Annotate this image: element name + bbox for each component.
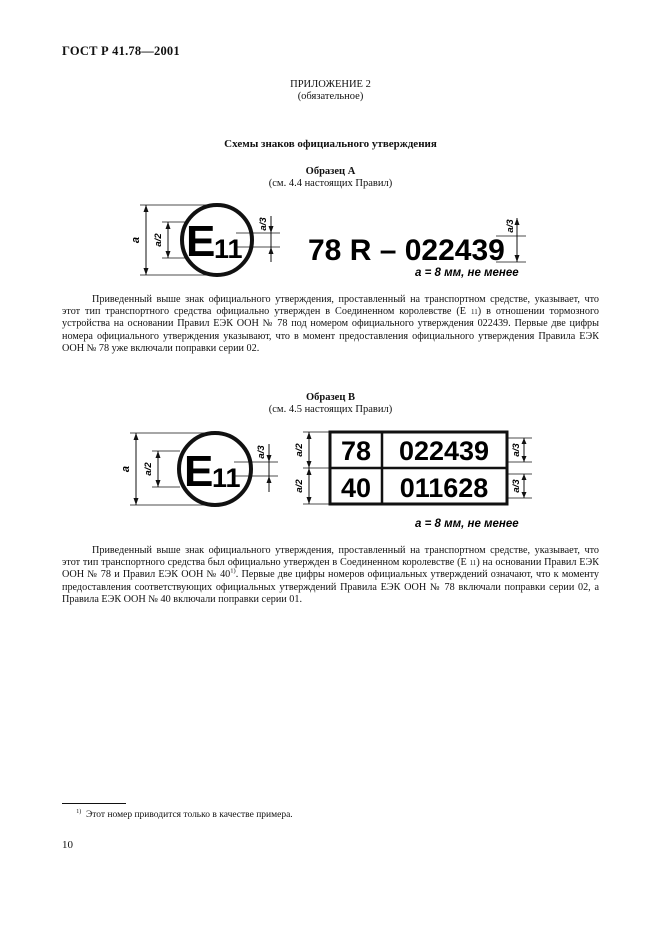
appendix-subtitle: (обязательное) [297,91,364,102]
row1-half-label: a/2 [294,443,305,457]
dim-third-label: a/3 [256,445,267,459]
dim-a-label: a [130,236,142,244]
mark-letter: E [186,217,216,266]
dim-half-label: a/2 [153,233,164,247]
footnote: $^{1)}$ Этот номер приводится только в качестве примера. [76,809,293,821]
sample-b-title: Образец В [305,392,356,403]
size-note-b: a = 8 мм, не менее [415,518,519,530]
sample-b-mark [118,424,548,534]
row2-half-label: a/2 [294,479,305,493]
row1-third-label: a/3 [511,443,522,457]
sample-a-mark [128,196,548,286]
sample-a-description: Приведенный выше знак официального утверждения, проставленный на транспортном средстве, указывает, что этот тип транспортного средства официально утвержден в Соединенном королевстве (Е 11) в отношении тормозного устройства на основании Правил ЕЭК ООН № 78 под номером официального утверждения 022439. Первые две цифры номера официального утверждения указывают, что в момент предоставления официального утверждения Правила ЕЭК ООН № 78 уже включали поправки серии 02. [62,294,600,354]
dim-a-label: a [120,465,132,473]
row1-number: 022439 [398,436,490,466]
row2-number: 011628 [399,473,489,503]
section-title: Схемы знаков официального утверждения [224,138,437,150]
mark-number: 11 [212,463,241,493]
page-number: 10 [62,839,73,851]
appendix-title: ПРИЛОЖЕНИЕ 2 [290,79,371,90]
mark-letter: E [184,447,214,496]
sample-a-title: Образец А [305,166,356,177]
sample-a-ref: (см. 4.4 настоящих Правил) [268,178,393,189]
footnote-ref: 1) [230,568,236,576]
mark-number: 11 [214,234,243,264]
dim-half-label: a/2 [143,462,154,476]
row2-regulation: 40 [340,473,372,503]
dim-third-label: a/3 [258,217,269,231]
sample-b-ref: (см. 4.5 настоящих Правил) [268,404,393,415]
approval-number: 78 R – 022439 [308,234,505,267]
row1-regulation: 78 [340,436,372,466]
size-note-a: a = 8 мм, не менее [415,267,519,279]
row2-third-label: a/3 [511,479,522,493]
dim-third-label-right: a/3 [505,219,516,233]
sample-b-description: Приведенный выше знак официального утверждения, проставленный на транспортном средстве, указывает, что этот тип транспортного средства был официально утвержден в Соединенном королевстве (Е 11) на основании Правил ЕЭК ООН № 78 и Правил ЕЭК ООН № 40$^{1)}$. Первые две цифры номеров официальных утверждений означают, что к моменту предоставления соответствующих официальных утверждений Правила ЕЭК ООН № 78 включали поправки серии 02, а Правила ЕЭК ООН № 40 включали поправки серии 01. [62,545,599,605]
footnote-divider [62,803,126,804]
document-code: ГОСТ Р 41.78—2001 [62,44,180,58]
